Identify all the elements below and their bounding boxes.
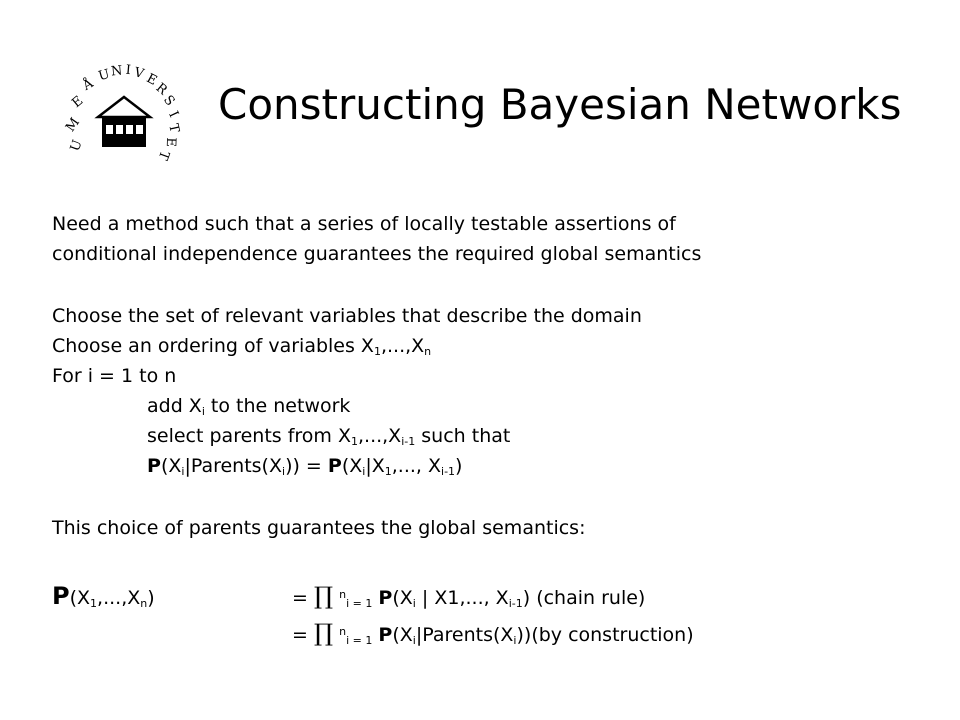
- page-title: Constructing Bayesian Networks: [218, 80, 902, 129]
- svg-text:Å: Å: [80, 76, 97, 94]
- step-condition: $P(X_i|Parents(X_i)) = P(X_i|X_1$,..., $X_{i-1}$): [147, 455, 463, 478]
- algorithm-steps: [52, 301, 932, 481]
- step-for-loop: For i = 1 to n: [52, 365, 177, 387]
- intro-paragraph: [52, 209, 932, 269]
- svg-text:E: E: [162, 137, 179, 148]
- svg-text:U: U: [67, 138, 86, 154]
- svg-text:S: S: [160, 92, 178, 109]
- svg-text:I: I: [125, 62, 132, 79]
- svg-text:T: T: [165, 122, 182, 135]
- svg-text:R: R: [152, 80, 170, 99]
- chain-rule-note: (chain rule): [536, 587, 646, 609]
- svg-text:E: E: [143, 71, 160, 89]
- step-select-parents: select parents from $X_1,...,X_{i-1}$ such that: [147, 425, 511, 448]
- global-semantics-statement: This choice of parents guarantees the global semantics:: [52, 517, 586, 539]
- svg-text:T: T: [154, 148, 172, 162]
- svg-text:M: M: [63, 115, 84, 135]
- equation-line-1: $P(X_1,...,X_n)$ = ∏ $^n_{i = 1}$ $P(X_i$ | X1,..., $X_{i-1}$) (chain rule): [52, 582, 646, 610]
- umea-university-logo: [58, 55, 188, 175]
- svg-text:I: I: [165, 109, 182, 121]
- intro-line-1: Need a method such that a series of locally testable assertions of: [52, 213, 676, 235]
- step-add-node: add $X_i$ to the network: [147, 395, 351, 418]
- intro-line-2: conditional independence guarantees the required global semantics: [52, 243, 702, 265]
- svg-text:V: V: [132, 65, 146, 83]
- construction-note: (by construction): [531, 624, 694, 646]
- svg-text:E: E: [69, 93, 87, 112]
- step-choose-order: Choose an ordering of variables $X_1,...,X_n$: [52, 335, 432, 358]
- step-choose-vars: Choose the set of relevant variables that describe the domain: [52, 305, 642, 327]
- svg-text:U: U: [96, 66, 112, 85]
- svg-text:N: N: [110, 63, 124, 80]
